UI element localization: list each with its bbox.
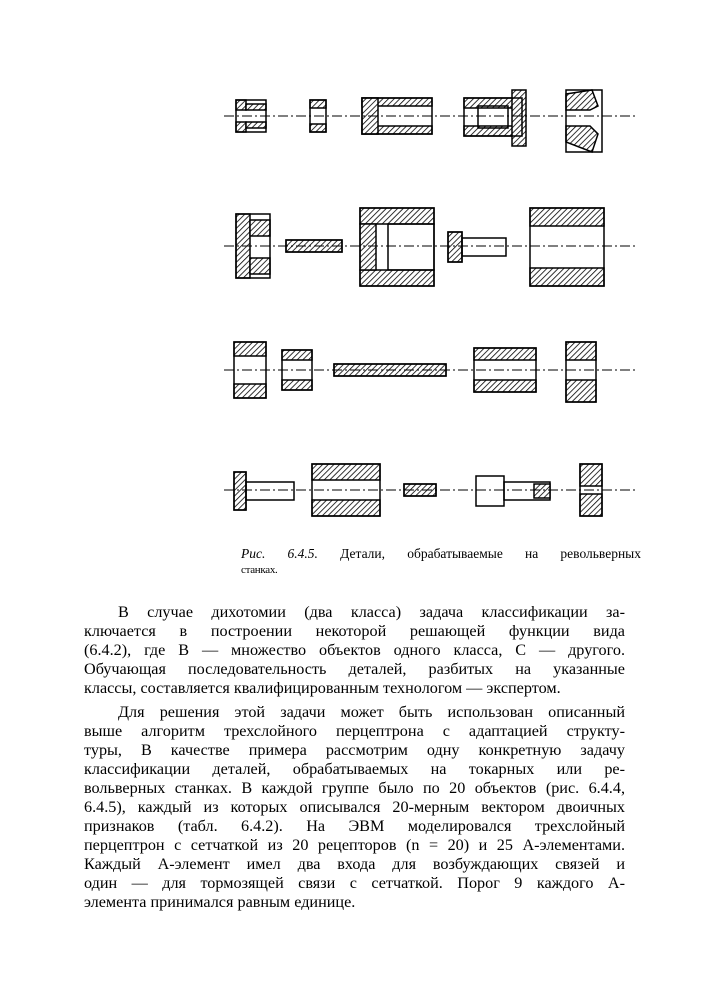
body-line: выше алгоритм трехслойного перцептрона с адаптацией структу- [84, 722, 625, 740]
figure-caption-text: Детали, обрабатываемые на револьверных [340, 546, 642, 561]
body-line: ключается в построении некоторой решающей функции вида [84, 622, 625, 640]
part-body-2 [360, 208, 434, 286]
figure-caption [241, 546, 641, 578]
part-coupling-2 [530, 208, 604, 286]
body-line: элемента принимался равным единице. [84, 893, 356, 911]
body-line: туры, В качестве примера рассмотрим одну конкретную задачу [84, 741, 625, 759]
body-line: 6.4.5), каждый из которых описывался 20-мерным вектором двоичных [84, 798, 625, 816]
body-line: признаков (табл. 6.4.2). На ЭВМ моделировался трехслойный [84, 817, 625, 835]
part-collar-1 [464, 90, 526, 146]
part-flange-1 [566, 90, 602, 152]
parts-figure [220, 80, 640, 540]
body-line: классы, составляется квалифицированным технологом — экспертом. [84, 679, 561, 697]
part-screw-2 [448, 232, 506, 262]
body-text [84, 603, 625, 912]
body-line: Для решения этой задачи может быть использован описанный [118, 703, 625, 721]
part-flange-3 [566, 342, 596, 402]
body-line: классификации деталей, обрабатываемых на токарных или ре- [84, 760, 625, 778]
parts-drawing [220, 80, 640, 540]
body-line: один — для тормозящей связи с сетчаткой. Порог 9 каждого A- [84, 874, 625, 892]
part-stud-4 [476, 476, 550, 506]
body-line: перцептрон с сетчаткой из 20 рецепторов (n = 20) и 25 A-элементами. [84, 836, 625, 854]
body-line: Каждый A-элемент имел два входа для возбуждающих связей и [84, 855, 625, 873]
body-line: вольверных станках. В каждой группе было по 20 объектов (рис. 6.4.4, [84, 779, 625, 797]
part-bolt-4 [234, 472, 294, 510]
body-line: (6.4.2), где B — множество объектов одного класса, C — другого. [84, 641, 625, 659]
body-line: Обучающая последовательность деталей, разбитых на указанные [84, 660, 625, 678]
figure-label: Рис. 6.4.5. [241, 546, 318, 561]
figure-caption-continuation: станках. [241, 564, 278, 576]
body-line: В случае дихотомии (два класса) задача классификации за- [118, 603, 625, 621]
